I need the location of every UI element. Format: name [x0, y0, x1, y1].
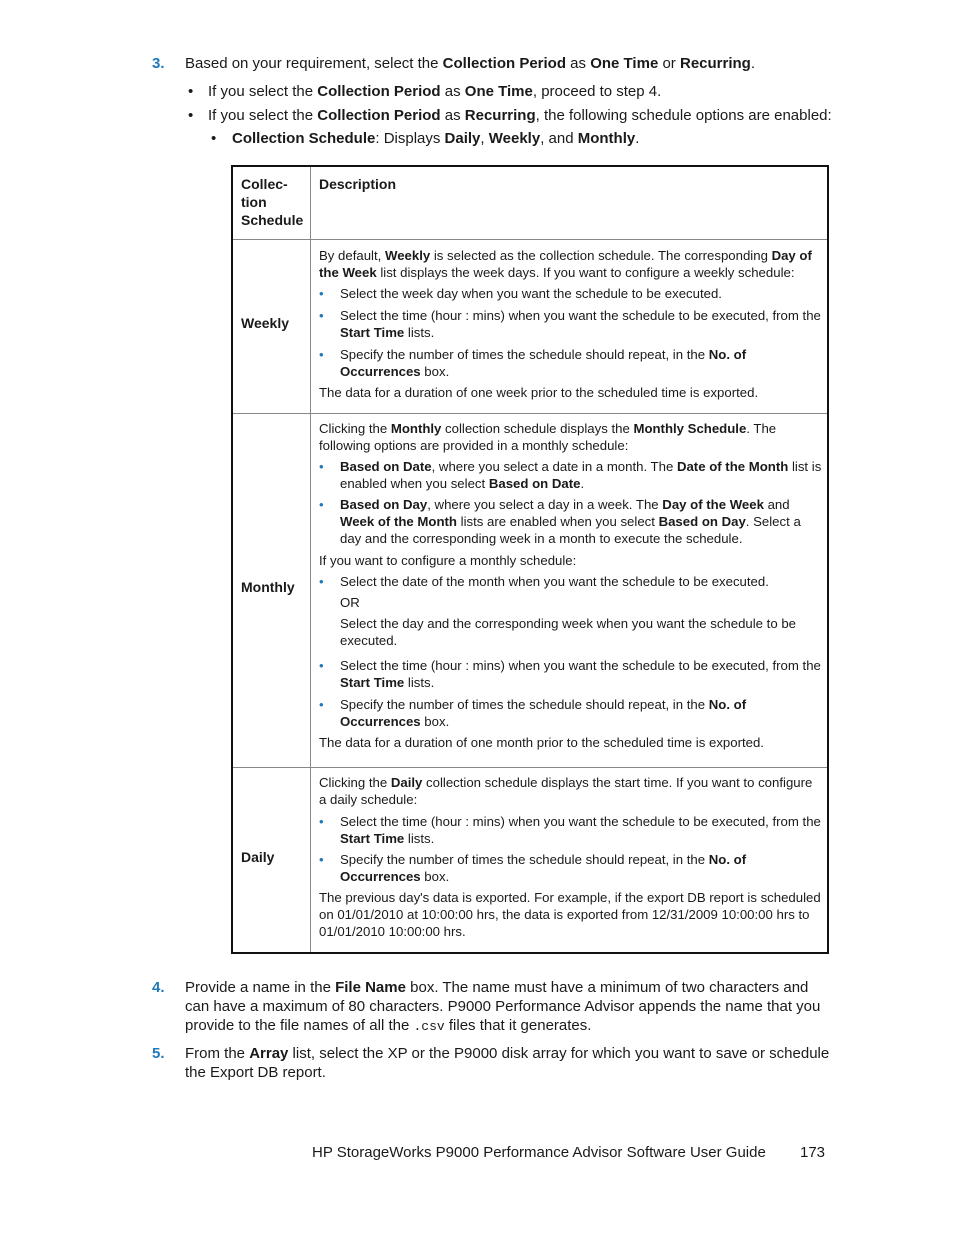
- step-text: Provide a name in the File Name box. The name must have a minimum of two characters and can have a maximum of 80 characters. P9000 Performance Advisor appends the name that you provide to the file names of all the .csv files that it generates.: [185, 979, 821, 1034]
- footer-title: HP StorageWorks P9000 Performance Advisor Software User Guide: [312, 1144, 766, 1161]
- row-divider: [233, 413, 827, 414]
- row-label-daily: Daily: [241, 849, 275, 865]
- daily-description: Clicking the Daily collection schedule displays the start time. If you want to configure a daily schedule: • Select the time (hour : mins) when you want the schedule to be executed, from the Start Time lists. • Specify the number of times the schedule should repeat, in the No. of Occurrences box. The previous day's data is exported. For example, if the export DB report is scheduled on 01/01/2010 at 10:00:00 hrs, the data is exported from 12/31/2009 10:00:00 hrs to 01/01/2010 10:00:00 hrs.: [319, 775, 821, 939]
- step-number: 3.: [152, 55, 165, 72]
- step-number: 5.: [152, 1045, 165, 1062]
- page-number: 173: [800, 1144, 826, 1161]
- bullet-icon: •: [319, 852, 324, 867]
- collection-schedule-table: [231, 165, 829, 954]
- bullet-icon: •: [319, 497, 324, 512]
- bullet-icon: •: [319, 658, 324, 673]
- bullet-text: If you select the Collection Period as Recurring, the following schedule options are enabled:: [208, 107, 832, 124]
- bullet-icon: •: [319, 347, 324, 362]
- row-divider: [233, 239, 827, 240]
- bullet-icon: •: [319, 286, 324, 301]
- bullet-text: Collection Schedule: Displays Daily, Weekly, and Monthly.: [232, 130, 640, 147]
- row-divider: [233, 767, 827, 768]
- row-label-weekly: Weekly: [241, 315, 289, 331]
- column-divider: [310, 167, 311, 952]
- step-number: 4.: [152, 979, 165, 996]
- weekly-description: By default, Weekly is selected as the collection schedule. The corresponding Day of the Week list displays the week days. If you want to configure a weekly schedule: • Select the week day when you want the schedule to be executed. • Select the time (hour : mins) when you want the schedule to be executed, from the Start Time lists. • Specify the number of times the schedule should repeat, in the No. of Occurrences box. The data for a duration of one week prior to the scheduled time is exported.: [319, 248, 821, 400]
- bullet-icon: •: [319, 814, 324, 829]
- monthly-description: Clicking the Monthly collection schedule displays the Monthly Schedule. The following options are provided in a monthly schedule: • Based on Date, where you select a date in a month. The Date of the Month list is enabled when you select Based on Date. • Based on Day, where you select a day in a week. The Day of the Week and Week of the Month lists are enabled when you select Based on Day. Select a day and the corresponding week in a month to execute the schedule. If you want to configure a monthly schedule: • Select the date of the month when you want the schedule to be executed. OR Select the day and the corresponding week when you want the schedule to be executed. • Select the time (hour : mins) when you want the schedule to be executed, from the Start Time lists. • Specify the number of times the schedule should repeat, in the No. of Occurrences box. The data for a duration of one month prior to the scheduled time is exported.: [319, 421, 822, 750]
- bullet-icon: •: [319, 574, 324, 589]
- header-collection-schedule: Collec- tion Schedule: [241, 176, 304, 228]
- bullet-icon: •: [188, 83, 194, 100]
- bullet-icon: •: [188, 107, 194, 124]
- row-label-monthly: Monthly: [241, 579, 295, 595]
- step-text: From the Array list, select the XP or the P9000 disk array for which you want to save or schedule the Export DB report.: [185, 1045, 830, 1081]
- bullet-icon: •: [319, 459, 324, 474]
- header-description: Description: [319, 176, 397, 192]
- bullet-icon: •: [319, 308, 324, 323]
- bullet-icon: •: [211, 130, 217, 147]
- bullet-text: If you select the Collection Period as One Time, proceed to step 4.: [208, 83, 662, 100]
- bullet-icon: •: [319, 697, 324, 712]
- step-text: Based on your requirement, select the Collection Period as One Time or Recurring.: [185, 55, 756, 72]
